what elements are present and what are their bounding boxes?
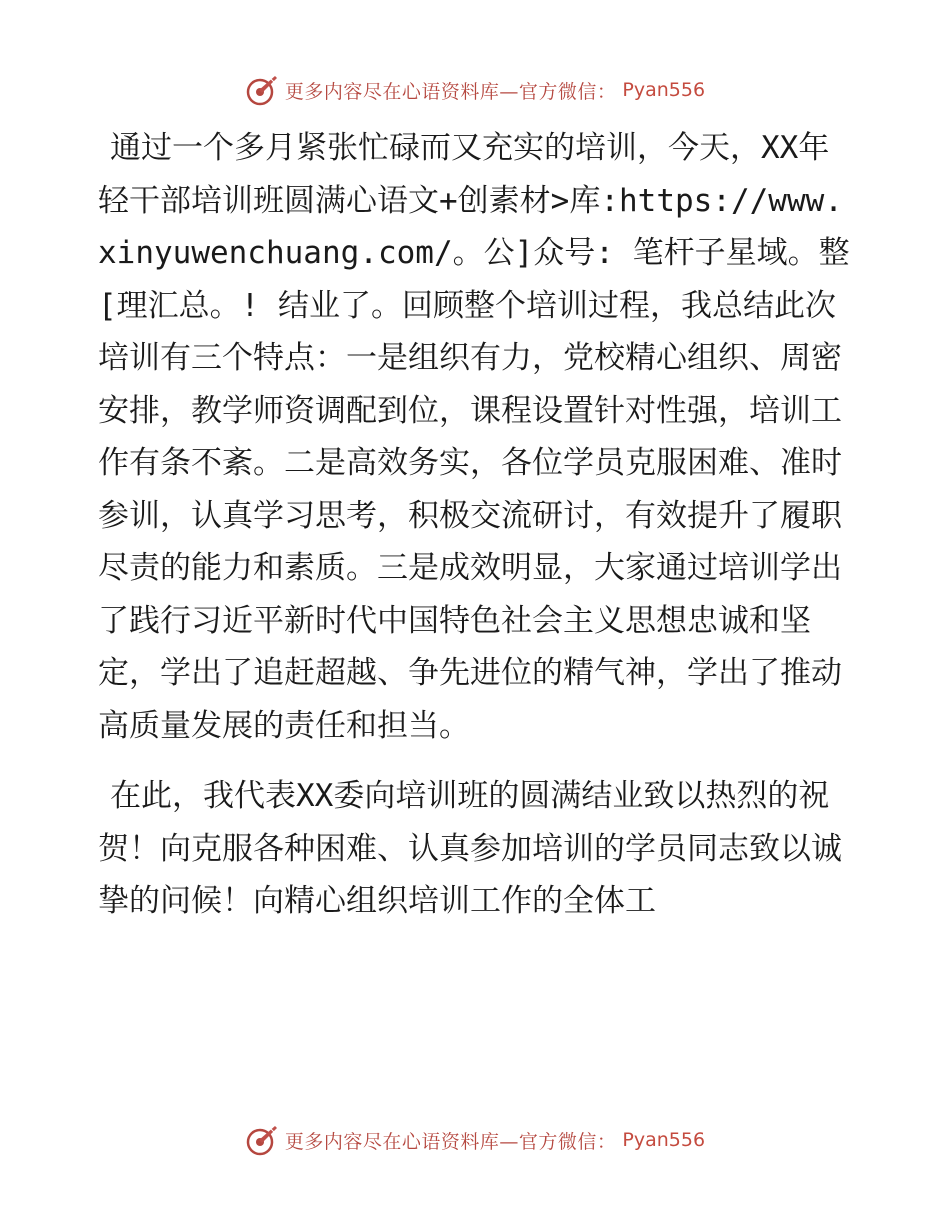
quill-pen-seal-icon xyxy=(245,73,279,107)
footer-banner-text: 更多内容尽在心语资料库—官方微信： xyxy=(284,1130,617,1153)
footer-wechat-id: Pyan556 xyxy=(622,1129,706,1151)
document-body xyxy=(98,122,850,928)
header-banner-text: 更多内容尽在心语资料库—官方微信： xyxy=(284,80,617,103)
header-wechat-id: Pyan556 xyxy=(622,79,706,101)
page-header-banner xyxy=(0,70,950,110)
paragraph-2: 在此，我代表XX委向培训班的圆满结业致以热烈的祝贺！向克服各种困难、认真参加培训的学员同志致以诚挚的问候！向精心组织培训工作的全体工 xyxy=(98,778,842,919)
quill-pen-seal-icon xyxy=(245,1123,279,1157)
page-footer-banner xyxy=(0,1120,950,1160)
paragraph-1: 通过一个多月紧张忙碌而又充实的培训，今天，XX年轻干部培训班圆满心语文+创素材>库:https://www.xinyuwenchuang.com/。公]众号: 笔杆子星域。整[理汇总。! 结业了。回顾整个培训过程，我总结此次培训有三个特点：一是组织有力，党校精心组织、周密安排，教学师资调配到位，课程设置针对性强，培训工作有条不紊。二是高效务实，各位学员克服困难、准时参训，认真学习思考，积极交流研讨，有效提升了履职尽责的能力和素质。三是成效明显，大家通过培训学出了践行习近平新时代中国特色社会主义思想忠诚和坚定，学出了追赶超越、争先进位的精气神，学出了推动高质量发展的责任和担当。 xyxy=(98,130,850,744)
